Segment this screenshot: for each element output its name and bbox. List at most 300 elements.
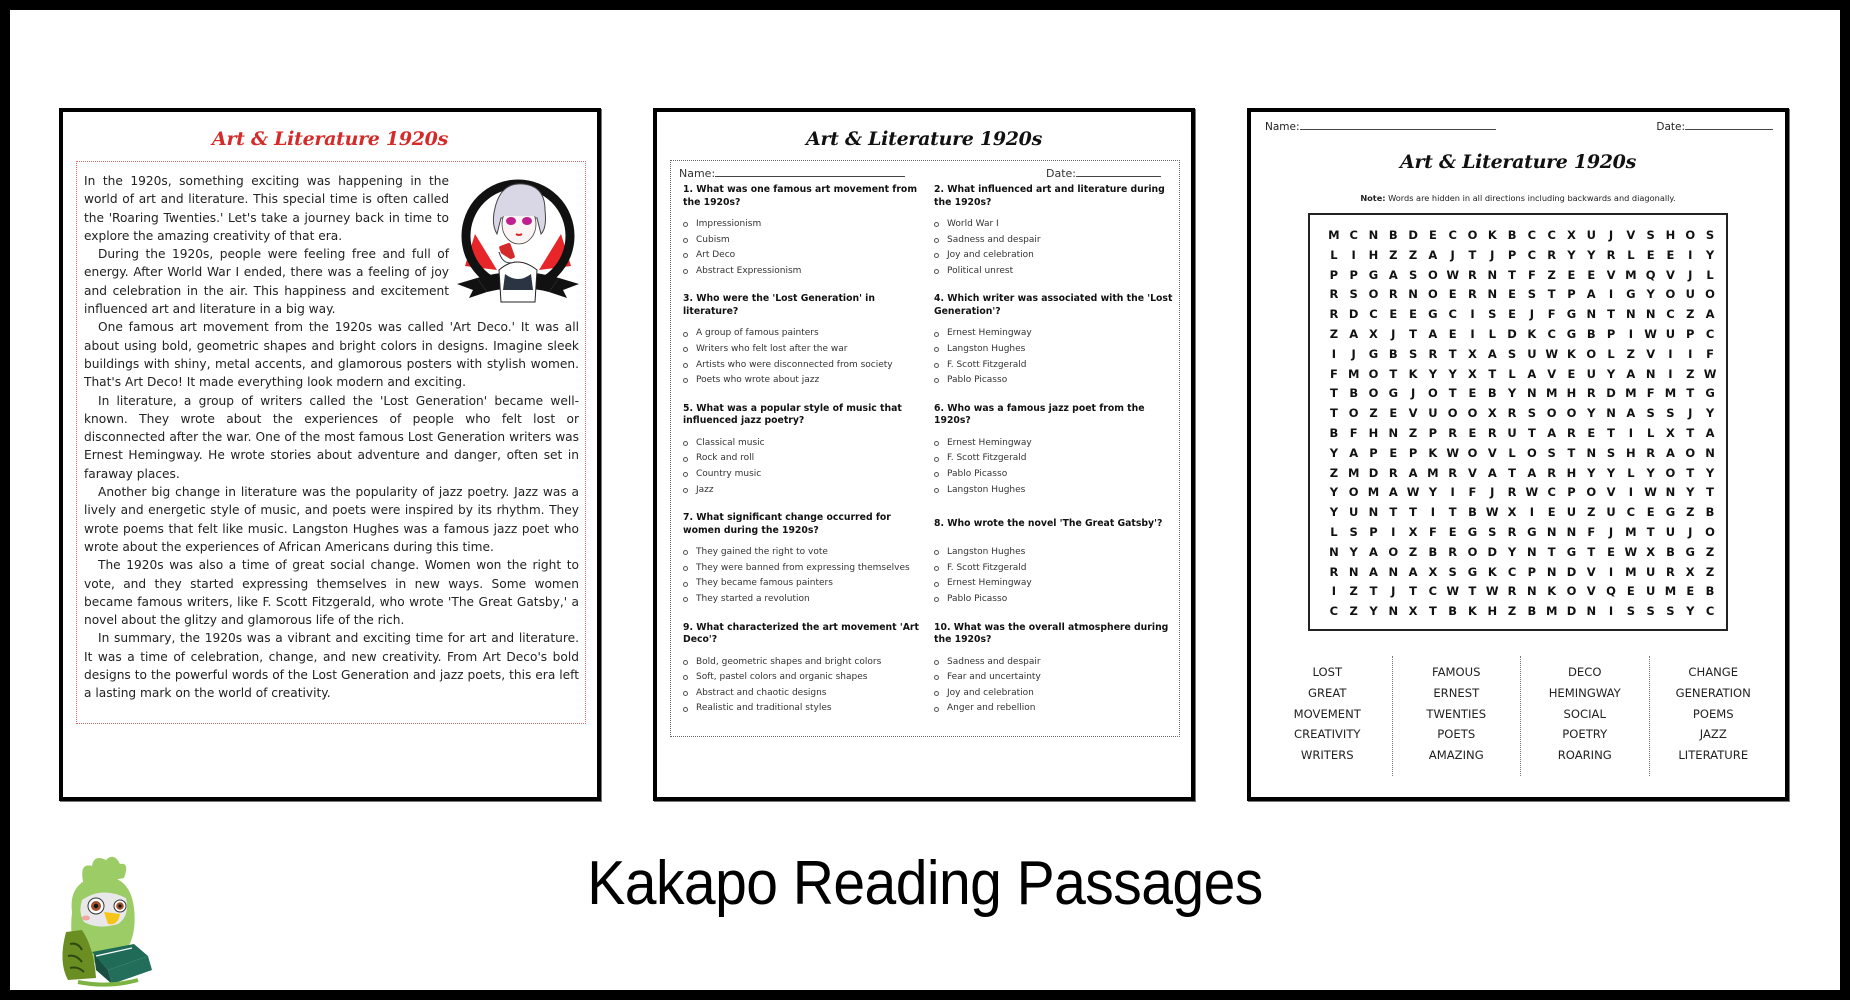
grid-letter[interactable]: V: [1606, 485, 1616, 500]
grid-letter[interactable]: Z: [1507, 604, 1517, 619]
grid-letter[interactable]: H: [1626, 445, 1636, 460]
grid-letter[interactable]: H: [1487, 604, 1498, 619]
grid-letter[interactable]: V: [1487, 445, 1497, 460]
answer-option[interactable]: [930, 436, 1173, 452]
grid-letter[interactable]: J: [1490, 247, 1495, 262]
grid-letter[interactable]: N: [1566, 524, 1577, 539]
grid-letter[interactable]: R: [1329, 307, 1339, 322]
grid-letter[interactable]: K: [1487, 564, 1497, 579]
grid-letter[interactable]: I: [1688, 346, 1693, 361]
grid-letter[interactable]: D: [1566, 564, 1577, 579]
grid-letter[interactable]: W: [1644, 326, 1657, 341]
grid-letter[interactable]: J: [1490, 485, 1495, 500]
grid-letter[interactable]: B: [1527, 604, 1537, 619]
grid-letter[interactable]: S: [1646, 406, 1655, 421]
grid-letter[interactable]: U: [1665, 524, 1676, 539]
grid-letter[interactable]: G: [1428, 307, 1438, 322]
grid-letter[interactable]: N: [1586, 307, 1597, 322]
grid-letter[interactable]: A: [1547, 425, 1557, 440]
grid-letter[interactable]: Y: [1428, 485, 1438, 500]
grid-letter[interactable]: T: [1389, 505, 1398, 520]
grid-letter[interactable]: W: [1644, 485, 1657, 500]
grid-letter[interactable]: E: [1389, 406, 1398, 421]
grid-letter[interactable]: E: [1448, 326, 1457, 341]
answer-option[interactable]: [679, 436, 922, 452]
grid-letter[interactable]: H: [1665, 228, 1676, 242]
grid-letter[interactable]: L: [1627, 247, 1635, 262]
grid-letter[interactable]: P: [1408, 445, 1418, 460]
grid-letter[interactable]: Y: [1329, 485, 1339, 500]
grid-letter[interactable]: I: [1331, 584, 1337, 599]
grid-letter[interactable]: N: [1388, 564, 1399, 579]
grid-letter[interactable]: L: [1508, 366, 1516, 381]
grid-letter[interactable]: R: [1586, 386, 1596, 401]
grid-letter[interactable]: T: [1448, 386, 1457, 401]
grid-letter[interactable]: U: [1586, 228, 1596, 242]
grid-letter[interactable]: T: [1706, 485, 1714, 500]
answer-option[interactable]: [930, 342, 1173, 358]
grid-letter[interactable]: C: [1527, 247, 1537, 262]
grid-letter[interactable]: C: [1547, 326, 1556, 341]
grid-letter[interactable]: X: [1487, 406, 1497, 421]
grid-letter[interactable]: J: [1688, 406, 1693, 421]
grid-letter[interactable]: Y: [1686, 604, 1695, 619]
grid-letter[interactable]: W: [1485, 584, 1499, 599]
grid-letter[interactable]: I: [1628, 425, 1633, 440]
grid-letter[interactable]: N: [1606, 406, 1616, 421]
grid-letter[interactable]: M: [1545, 386, 1558, 401]
grid-letter[interactable]: O: [1467, 228, 1478, 242]
grid-letter[interactable]: Y: [1705, 406, 1715, 421]
grid-letter[interactable]: Z: [1547, 267, 1556, 282]
grid-letter[interactable]: U: [1349, 505, 1359, 520]
grid-letter[interactable]: D: [1348, 307, 1359, 322]
grid-letter[interactable]: S: [1488, 307, 1497, 322]
grid-letter[interactable]: Y: [1329, 505, 1339, 520]
grid-letter[interactable]: A: [1527, 465, 1537, 480]
grid-letter[interactable]: T: [1686, 425, 1695, 440]
grid-letter[interactable]: P: [1428, 425, 1438, 440]
answer-option[interactable]: [679, 592, 922, 608]
grid-letter[interactable]: Y: [1428, 366, 1438, 381]
grid-letter[interactable]: O: [1427, 287, 1438, 302]
grid-letter[interactable]: Z: [1349, 604, 1358, 619]
grid-letter[interactable]: S: [1666, 406, 1675, 421]
grid-letter[interactable]: B: [1586, 326, 1596, 341]
answer-option[interactable]: [930, 670, 1173, 686]
grid-letter[interactable]: N: [1665, 485, 1676, 500]
grid-letter[interactable]: N: [1348, 564, 1359, 579]
grid-letter[interactable]: R: [1507, 406, 1517, 421]
grid-letter[interactable]: S: [1646, 228, 1655, 242]
grid-letter[interactable]: N: [1527, 386, 1537, 401]
grid-letter[interactable]: M: [1625, 524, 1637, 539]
grid-letter[interactable]: A: [1408, 564, 1418, 579]
grid-letter[interactable]: Y: [1448, 366, 1457, 381]
grid-letter[interactable]: A: [1705, 425, 1715, 440]
grid-letter[interactable]: I: [1628, 326, 1633, 341]
grid-letter[interactable]: T: [1389, 366, 1398, 381]
grid-letter[interactable]: P: [1606, 326, 1616, 341]
grid-letter[interactable]: N: [1586, 445, 1597, 460]
grid-letter[interactable]: U: [1606, 505, 1616, 520]
grid-letter[interactable]: Y: [1567, 247, 1576, 262]
grid-letter[interactable]: S: [1547, 445, 1556, 460]
grid-letter[interactable]: D: [1487, 544, 1498, 559]
grid-letter[interactable]: I: [1688, 247, 1693, 262]
grid-letter[interactable]: H: [1368, 425, 1379, 440]
grid-letter[interactable]: S: [1705, 228, 1715, 242]
grid-letter[interactable]: U: [1586, 366, 1596, 381]
grid-letter[interactable]: E: [1547, 505, 1556, 520]
grid-letter[interactable]: O: [1348, 485, 1359, 500]
grid-letter[interactable]: T: [1409, 505, 1418, 520]
grid-letter[interactable]: N: [1586, 604, 1597, 619]
answer-option[interactable]: [679, 576, 922, 592]
grid-letter[interactable]: C: [1428, 584, 1438, 599]
grid-letter[interactable]: N: [1487, 267, 1498, 282]
grid-letter[interactable]: I: [1351, 247, 1356, 262]
answer-option[interactable]: [679, 686, 922, 702]
grid-letter[interactable]: K: [1547, 584, 1557, 599]
grid-letter[interactable]: A: [1369, 564, 1378, 579]
grid-letter[interactable]: T: [1508, 465, 1516, 480]
grid-letter[interactable]: O: [1348, 406, 1359, 421]
answer-option[interactable]: [930, 358, 1173, 374]
grid-letter[interactable]: V: [1408, 406, 1418, 421]
grid-letter[interactable]: C: [1448, 307, 1457, 322]
grid-letter[interactable]: Z: [1705, 564, 1715, 579]
grid-letter[interactable]: O: [1467, 544, 1478, 559]
grid-letter[interactable]: X: [1408, 524, 1418, 539]
grid-letter[interactable]: S: [1626, 604, 1635, 619]
answer-option[interactable]: [930, 576, 1173, 592]
grid-letter[interactable]: G: [1685, 544, 1695, 559]
grid-letter[interactable]: E: [1626, 584, 1635, 599]
grid-letter[interactable]: Z: [1369, 406, 1378, 421]
grid-letter[interactable]: A: [1487, 465, 1497, 480]
grid-letter[interactable]: B: [1468, 505, 1477, 520]
grid-letter[interactable]: Z: [1626, 346, 1636, 361]
grid-letter[interactable]: R: [1468, 267, 1477, 282]
grid-letter[interactable]: J: [1391, 584, 1396, 599]
grid-letter[interactable]: F: [1349, 425, 1358, 440]
grid-letter[interactable]: F: [1706, 346, 1714, 361]
grid-letter[interactable]: A: [1369, 544, 1378, 559]
grid-letter[interactable]: A: [1586, 287, 1596, 302]
grid-letter[interactable]: N: [1487, 287, 1498, 302]
answer-option[interactable]: [930, 217, 1173, 233]
grid-letter[interactable]: Y: [1507, 386, 1517, 401]
grid-letter[interactable]: Y: [1606, 465, 1616, 480]
grid-letter[interactable]: I: [1668, 366, 1673, 381]
grid-letter[interactable]: O: [1427, 386, 1438, 401]
grid-letter[interactable]: X: [1685, 564, 1695, 579]
grid-letter[interactable]: P: [1349, 267, 1358, 282]
grid-letter[interactable]: R: [1448, 465, 1458, 480]
grid-letter[interactable]: I: [1529, 505, 1534, 520]
grid-letter[interactable]: O: [1467, 406, 1478, 421]
grid-letter[interactable]: X: [1408, 604, 1418, 619]
grid-letter[interactable]: R: [1567, 425, 1576, 440]
grid-letter[interactable]: S: [1448, 564, 1457, 579]
grid-letter[interactable]: V: [1646, 346, 1656, 361]
grid-letter[interactable]: T: [1646, 524, 1655, 539]
grid-letter[interactable]: T: [1547, 287, 1556, 302]
grid-letter[interactable]: T: [1686, 465, 1695, 480]
grid-letter[interactable]: T: [1686, 386, 1695, 401]
grid-letter[interactable]: R: [1329, 287, 1339, 302]
grid-letter[interactable]: T: [1409, 326, 1418, 341]
grid-letter[interactable]: B: [1487, 386, 1497, 401]
grid-letter[interactable]: G: [1665, 505, 1676, 520]
grid-letter[interactable]: R: [1666, 564, 1675, 579]
grid-letter[interactable]: C: [1349, 228, 1358, 242]
grid-letter[interactable]: U: [1527, 346, 1537, 361]
grid-letter[interactable]: W: [1703, 366, 1717, 381]
grid-letter[interactable]: X: [1468, 366, 1477, 381]
grid-letter[interactable]: J: [1529, 307, 1534, 322]
grid-letter[interactable]: G: [1566, 307, 1577, 322]
grid-letter[interactable]: J: [1450, 247, 1455, 262]
grid-letter[interactable]: E: [1468, 386, 1477, 401]
grid-letter[interactable]: E: [1646, 247, 1655, 262]
grid-letter[interactable]: Y: [1587, 406, 1596, 421]
grid-letter[interactable]: A: [1428, 326, 1438, 341]
grid-letter[interactable]: I: [1608, 564, 1614, 579]
grid-letter[interactable]: Z: [1408, 425, 1418, 440]
word-search-grid[interactable]: [1308, 213, 1728, 631]
grid-letter[interactable]: V: [1606, 267, 1616, 282]
grid-letter[interactable]: Q: [1606, 584, 1616, 599]
grid-letter[interactable]: J: [1688, 267, 1693, 282]
grid-letter[interactable]: A: [1408, 465, 1418, 480]
grid-letter[interactable]: O: [1586, 346, 1597, 361]
grid-letter[interactable]: U: [1507, 425, 1517, 440]
grid-letter[interactable]: E: [1389, 445, 1398, 460]
grid-letter[interactable]: F: [1587, 524, 1596, 539]
grid-letter[interactable]: M: [1367, 485, 1380, 500]
grid-letter[interactable]: A: [1626, 366, 1636, 381]
grid-letter[interactable]: G: [1388, 386, 1399, 401]
grid-letter[interactable]: Z: [1389, 247, 1398, 262]
grid-letter[interactable]: T: [1448, 505, 1457, 520]
grid-letter[interactable]: X: [1567, 228, 1576, 242]
grid-letter[interactable]: Z: [1705, 544, 1715, 559]
grid-letter[interactable]: O: [1566, 406, 1577, 421]
grid-letter[interactable]: P: [1686, 326, 1695, 341]
grid-letter[interactable]: R: [1388, 287, 1398, 302]
grid-letter[interactable]: R: [1428, 346, 1438, 361]
grid-letter[interactable]: C: [1369, 307, 1378, 322]
grid-letter[interactable]: K: [1487, 228, 1497, 242]
grid-letter[interactable]: V: [1547, 366, 1557, 381]
grid-letter[interactable]: T: [1428, 604, 1437, 619]
grid-letter[interactable]: O: [1368, 366, 1379, 381]
grid-letter[interactable]: N: [1645, 307, 1656, 322]
grid-letter[interactable]: E: [1686, 584, 1695, 599]
grid-letter[interactable]: E: [1468, 425, 1477, 440]
answer-option[interactable]: [930, 545, 1173, 561]
grid-letter[interactable]: K: [1408, 366, 1418, 381]
grid-letter[interactable]: R: [1507, 524, 1517, 539]
grid-letter[interactable]: C: [1547, 228, 1556, 242]
answer-option[interactable]: [679, 451, 922, 467]
grid-letter[interactable]: L: [1706, 267, 1714, 282]
grid-letter[interactable]: X: [1666, 425, 1675, 440]
grid-letter[interactable]: O: [1665, 465, 1676, 480]
grid-letter[interactable]: M: [1625, 386, 1637, 401]
grid-letter[interactable]: I: [1608, 287, 1614, 302]
grid-letter[interactable]: O: [1665, 287, 1676, 302]
grid-letter[interactable]: N: [1329, 544, 1339, 559]
answer-option[interactable]: [679, 545, 922, 561]
answer-option[interactable]: [930, 592, 1173, 608]
grid-letter[interactable]: G: [1368, 267, 1379, 282]
grid-letter[interactable]: S: [1527, 406, 1537, 421]
grid-letter[interactable]: K: [1527, 326, 1537, 341]
grid-letter[interactable]: T: [1567, 445, 1576, 460]
grid-letter[interactable]: Y: [1646, 465, 1655, 480]
grid-letter[interactable]: P: [1507, 247, 1517, 262]
grid-letter[interactable]: V: [1586, 584, 1596, 599]
grid-letter[interactable]: Z: [1686, 307, 1695, 322]
grid-letter[interactable]: J: [1410, 386, 1416, 401]
grid-letter[interactable]: Y: [1705, 247, 1715, 262]
grid-letter[interactable]: O: [1526, 445, 1537, 460]
grid-letter[interactable]: Z: [1408, 544, 1418, 559]
grid-letter[interactable]: V: [1586, 564, 1596, 579]
grid-letter[interactable]: E: [1587, 425, 1596, 440]
grid-letter[interactable]: Z: [1587, 505, 1596, 520]
grid-letter[interactable]: M: [1625, 564, 1637, 579]
grid-letter[interactable]: A: [1527, 366, 1537, 381]
grid-letter[interactable]: J: [1688, 524, 1693, 539]
grid-letter[interactable]: G: [1467, 564, 1478, 579]
grid-letter[interactable]: K: [1468, 604, 1477, 619]
grid-letter[interactable]: I: [1331, 346, 1337, 361]
grid-letter[interactable]: N: [1645, 366, 1656, 381]
grid-letter[interactable]: O: [1467, 445, 1478, 460]
grid-letter[interactable]: B: [1705, 584, 1715, 599]
grid-letter[interactable]: B: [1388, 346, 1398, 361]
answer-option[interactable]: [930, 701, 1173, 717]
grid-letter[interactable]: P: [1567, 485, 1576, 500]
answer-option[interactable]: [679, 670, 922, 686]
grid-letter[interactable]: I: [1608, 604, 1614, 619]
grid-letter[interactable]: A: [1705, 307, 1715, 322]
answer-option[interactable]: [930, 686, 1173, 702]
grid-letter[interactable]: T: [1329, 386, 1338, 401]
grid-letter[interactable]: H: [1566, 386, 1577, 401]
answer-option[interactable]: [679, 483, 922, 499]
answer-option[interactable]: [930, 248, 1173, 264]
grid-letter[interactable]: R: [1606, 247, 1616, 262]
grid-letter[interactable]: M: [1347, 366, 1360, 381]
answer-option[interactable]: [930, 326, 1173, 342]
answer-option[interactable]: [679, 264, 922, 280]
grid-letter[interactable]: Q: [1645, 267, 1656, 282]
grid-letter[interactable]: L: [1488, 326, 1496, 341]
grid-letter[interactable]: C: [1507, 564, 1517, 579]
grid-letter[interactable]: N: [1388, 425, 1399, 440]
grid-letter[interactable]: A: [1388, 267, 1398, 282]
grid-letter[interactable]: T: [1409, 584, 1418, 599]
grid-letter[interactable]: J: [1351, 346, 1356, 361]
grid-letter[interactable]: E: [1448, 287, 1457, 302]
grid-letter[interactable]: I: [1391, 524, 1396, 539]
grid-letter[interactable]: W: [1446, 267, 1460, 282]
answer-option[interactable]: [679, 248, 922, 264]
grid-letter[interactable]: X: [1468, 346, 1477, 361]
grid-letter[interactable]: B: [1705, 505, 1715, 520]
grid-letter[interactable]: R: [1646, 445, 1656, 460]
answer-option[interactable]: [679, 358, 922, 374]
grid-letter[interactable]: W: [1545, 346, 1558, 361]
grid-letter[interactable]: F: [1547, 307, 1556, 322]
grid-letter[interactable]: A: [1388, 485, 1398, 500]
grid-letter[interactable]: P: [1369, 445, 1378, 460]
grid-letter[interactable]: T: [1527, 425, 1536, 440]
grid-letter[interactable]: I: [1430, 505, 1436, 520]
grid-letter[interactable]: X: [1428, 564, 1438, 579]
grid-letter[interactable]: W: [1525, 485, 1539, 500]
grid-letter[interactable]: R: [1507, 584, 1517, 599]
grid-letter[interactable]: I: [1628, 485, 1633, 500]
grid-letter[interactable]: B: [1329, 425, 1339, 440]
grid-letter[interactable]: X: [1507, 505, 1517, 520]
grid-letter[interactable]: J: [1608, 228, 1614, 242]
grid-letter[interactable]: Y: [1329, 445, 1339, 460]
grid-letter[interactable]: B: [1666, 544, 1675, 559]
grid-letter[interactable]: F: [1329, 366, 1338, 381]
grid-letter[interactable]: O: [1705, 524, 1715, 539]
grid-letter[interactable]: Y: [1349, 544, 1358, 559]
grid-letter[interactable]: T: [1329, 406, 1338, 421]
grid-letter[interactable]: E: [1428, 228, 1437, 242]
grid-letter[interactable]: N: [1408, 287, 1418, 302]
grid-letter[interactable]: F: [1428, 524, 1437, 539]
grid-letter[interactable]: N: [1388, 604, 1399, 619]
grid-letter[interactable]: Y: [1369, 604, 1378, 619]
grid-letter[interactable]: S: [1488, 524, 1497, 539]
answer-option[interactable]: [679, 655, 922, 671]
grid-letter[interactable]: E: [1508, 307, 1516, 322]
grid-letter[interactable]: Y: [1705, 465, 1715, 480]
grid-letter[interactable]: B: [1428, 544, 1438, 559]
grid-letter[interactable]: T: [1468, 247, 1477, 262]
grid-letter[interactable]: W: [1446, 445, 1460, 460]
grid-letter[interactable]: E: [1567, 267, 1576, 282]
grid-letter[interactable]: E: [1587, 267, 1596, 282]
grid-letter[interactable]: O: [1368, 386, 1379, 401]
grid-letter[interactable]: R: [1388, 465, 1398, 480]
grid-letter[interactable]: T: [1587, 544, 1596, 559]
grid-letter[interactable]: I: [1450, 485, 1455, 500]
grid-letter[interactable]: L: [1508, 445, 1516, 460]
grid-letter[interactable]: M: [1347, 465, 1360, 480]
grid-letter[interactable]: T: [1488, 366, 1497, 381]
grid-letter[interactable]: U: [1685, 287, 1695, 302]
grid-letter[interactable]: L: [1330, 524, 1338, 539]
answer-option[interactable]: [930, 233, 1173, 249]
grid-letter[interactable]: C: [1448, 228, 1457, 242]
grid-letter[interactable]: W: [1446, 584, 1460, 599]
grid-letter[interactable]: R: [1329, 564, 1339, 579]
answer-option[interactable]: [930, 451, 1173, 467]
grid-letter[interactable]: K: [1428, 445, 1438, 460]
grid-letter[interactable]: C: [1527, 228, 1537, 242]
